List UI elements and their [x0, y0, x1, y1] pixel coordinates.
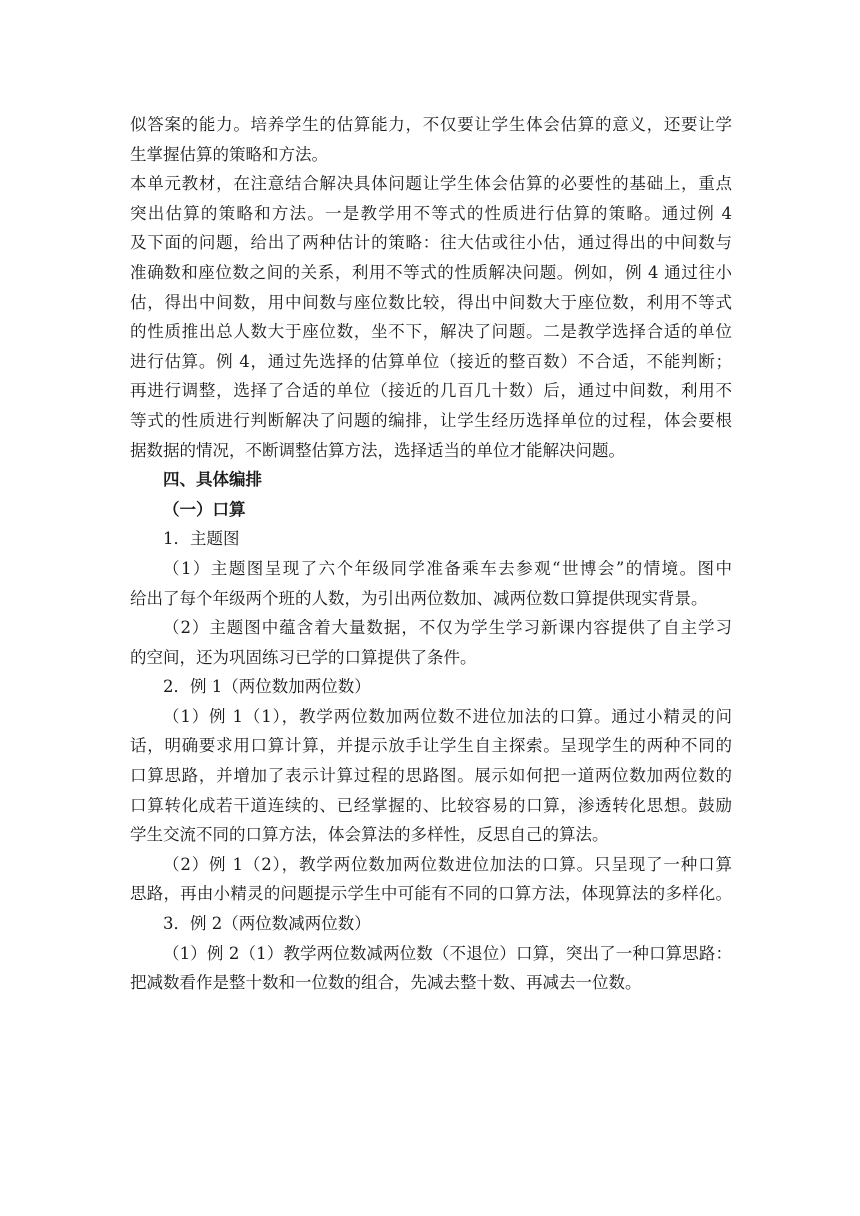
document-page: [130, 110, 732, 998]
text-line: 等式的性质进行判断解决了问题的编排，让学生经历选择单位的过程，体会要根: [130, 410, 732, 430]
text-line: 准确数和座位数之间的关系，利用不等式的性质解决问题。例如，例 4 通过往小: [130, 262, 732, 282]
text-line: 把减数看作是整十数和一位数的组合，先减去整十数、再减去一位数。: [130, 973, 642, 993]
text-line: 生掌握估算的策略和方法。: [130, 144, 328, 164]
text-line: 思路，再由小精灵的问题提示学生中可能有不同的口算方法，体现算法的多样化。: [130, 884, 732, 904]
text-line: （2）例 1（2），教学两位数加两位数进位加法的口算。只呈现了一种口算: [163, 854, 732, 874]
text-line: 学生交流不同的口算方法，体会算法的多样性，反思自己的算法。: [130, 825, 609, 845]
text-line: 估，得出中间数，用中间数与座位数比较，得出中间数大于座位数，利用不等式: [130, 292, 732, 312]
text-line: 本单元教材，在注意结合解决具体问题让学生体会估算的必要性的基础上，重点: [130, 174, 732, 194]
text-line: 再进行调整，选择了合适的单位（接近的几百几十数）后，通过中间数，利用不: [130, 381, 732, 401]
text-line: （1）例 1（1），教学两位数加两位数不进位加法的口算。通过小精灵的问: [163, 706, 732, 726]
text-line: 2．例 1（两位数加两位数）: [163, 677, 371, 697]
text-line: 话，明确要求用口算计算，并提示放手让学生自主探索。呈现学生的两种不同的: [130, 736, 732, 756]
text-line: 3．例 2（两位数减两位数）: [163, 914, 371, 934]
text-line: 1．主题图: [163, 529, 240, 549]
text-line: 突出估算的策略和方法。一是教学用不等式的性质进行估算的策略。通过例 4: [130, 203, 732, 223]
section-heading: （一）口算: [163, 499, 246, 519]
text-line: 进行估算。例 4，通过先选择的估算单位（接近的整百数）不合适，不能判断；: [130, 351, 732, 371]
text-line: 口算转化成若干道连续的、已经掌握的、比较容易的口算，渗透转化思想。鼓励: [130, 795, 732, 815]
text-line: 似答案的能力。培养学生的估算能力，不仅要让学生体会估算的意义，还要让学: [130, 115, 732, 134]
text-line: 据数据的情况，不断调整估算方法，选择适当的单位才能解决问题。: [130, 440, 625, 460]
text-line: 及下面的问题，给出了两种估计的策略：往大估或往小估，通过得出的中间数与: [130, 233, 732, 253]
text-line: （1）主题图呈现了六个年级同学准备乘车去参观“世博会”的情境。图中: [163, 558, 732, 578]
text-line: 的空间，还为巩固练习已学的口算提供了条件。: [130, 647, 477, 667]
text-line: 的性质推出总人数大于座位数，坐不下，解决了问题。二是教学选择合适的单位: [130, 322, 732, 342]
section-heading: 四、具体编排: [163, 470, 262, 490]
text-line: 口算思路，并增加了表示计算过程的思路图。展示如何把一道两位数加两位数的: [130, 766, 732, 786]
text-line: （1）例 2（1）教学两位数减两位数（不退位）口算，突出了一种口算思路：: [163, 943, 732, 963]
text-line: 给出了每个年级两个班的人数，为引出两位数加、减两位数口算提供现实背景。: [130, 588, 708, 608]
text-line: （2）主题图中蕴含着大量数据，不仅为学生学习新课内容提供了自主学习: [163, 618, 732, 638]
